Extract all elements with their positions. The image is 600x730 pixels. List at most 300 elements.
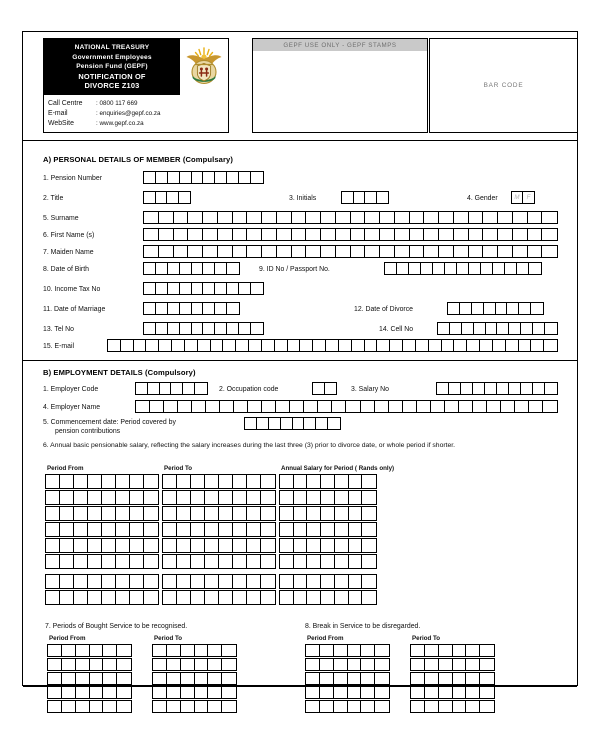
input-cell[interactable]	[144, 172, 156, 183]
input-cell[interactable]	[335, 555, 349, 568]
input-cell[interactable]	[332, 401, 346, 412]
input-date-of-birth[interactable]	[143, 262, 240, 275]
input-cell[interactable]	[74, 475, 88, 488]
table-row[interactable]	[47, 658, 132, 671]
input-cell[interactable]	[466, 659, 480, 670]
item8-period-to-grid[interactable]	[410, 644, 495, 714]
input-cell[interactable]	[361, 645, 375, 656]
input-cell[interactable]	[528, 229, 543, 240]
input-cell[interactable]	[130, 507, 144, 520]
input-cell[interactable]	[336, 212, 351, 223]
input-cell[interactable]	[177, 539, 191, 552]
table-row[interactable]	[152, 644, 237, 657]
input-cell[interactable]	[116, 539, 130, 552]
input-cell[interactable]	[513, 212, 528, 223]
input-cell[interactable]	[411, 673, 425, 684]
input-cell[interactable]	[116, 575, 130, 588]
input-cell[interactable]	[460, 303, 472, 314]
input-cell[interactable]	[108, 340, 121, 351]
input-cell[interactable]	[349, 575, 363, 588]
input-cell[interactable]	[507, 303, 519, 314]
input-cell[interactable]	[307, 491, 321, 504]
input-cell[interactable]	[306, 659, 320, 670]
input-cell[interactable]	[365, 340, 378, 351]
input-cell[interactable]	[466, 673, 480, 684]
table-row[interactable]	[47, 700, 132, 713]
input-cell[interactable]	[304, 401, 318, 412]
input-cell[interactable]	[294, 475, 308, 488]
input-cell[interactable]	[294, 523, 308, 536]
input-cell[interactable]	[174, 246, 189, 257]
input-cell[interactable]	[506, 340, 519, 351]
input-cell[interactable]	[473, 383, 485, 394]
input-cell[interactable]	[385, 263, 397, 274]
input-cell[interactable]	[351, 229, 366, 240]
input-cell[interactable]	[130, 575, 144, 588]
input-cell[interactable]	[453, 701, 467, 712]
input-cell[interactable]	[469, 246, 484, 257]
input-cell[interactable]	[439, 659, 453, 670]
input-cell[interactable]	[365, 246, 380, 257]
input-cell[interactable]	[261, 539, 275, 552]
input-cell[interactable]	[48, 645, 62, 656]
input-cell[interactable]	[473, 401, 487, 412]
input-cell[interactable]	[466, 701, 480, 712]
input-cell[interactable]	[453, 645, 467, 656]
input-cell[interactable]	[247, 539, 261, 552]
input-cell[interactable]	[348, 659, 362, 670]
input-cell[interactable]	[195, 383, 207, 394]
input-cell[interactable]	[103, 673, 117, 684]
input-cell[interactable]	[348, 687, 362, 698]
input-cell[interactable]	[513, 229, 528, 240]
table-row[interactable]	[305, 700, 390, 713]
input-cell[interactable]	[163, 539, 177, 552]
input-cell[interactable]	[336, 246, 351, 257]
input-cell[interactable]	[205, 523, 219, 536]
input-cell[interactable]	[148, 383, 160, 394]
input-cell[interactable]	[117, 673, 131, 684]
input-cell[interactable]	[116, 507, 130, 520]
input-cell[interactable]	[76, 659, 90, 670]
input-cell[interactable]	[320, 673, 334, 684]
input-cell[interactable]	[354, 192, 366, 203]
input-cell[interactable]	[177, 475, 191, 488]
input-cell[interactable]	[362, 507, 376, 520]
input-cell[interactable]	[168, 263, 180, 274]
input-cell[interactable]	[349, 591, 363, 604]
input-cell[interactable]	[375, 673, 389, 684]
input-cell[interactable]	[102, 523, 116, 536]
input-cell[interactable]	[519, 303, 531, 314]
input-cell[interactable]	[191, 575, 205, 588]
input-cell[interactable]	[336, 229, 351, 240]
input-cell[interactable]	[183, 383, 195, 394]
input-cell[interactable]	[76, 687, 90, 698]
input-cell[interactable]	[321, 523, 335, 536]
input-cell[interactable]	[517, 263, 529, 274]
input-cell[interactable]	[234, 401, 248, 412]
input-cell[interactable]	[245, 418, 257, 429]
input-cell[interactable]	[144, 246, 159, 257]
input-employer-name[interactable]	[135, 400, 558, 413]
input-cell[interactable]	[144, 491, 158, 504]
input-cell[interactable]	[181, 659, 195, 670]
input-cell[interactable]	[474, 323, 486, 334]
input-cell[interactable]	[459, 401, 473, 412]
input-cell[interactable]	[251, 323, 263, 334]
input-cell[interactable]	[453, 673, 467, 684]
input-cell[interactable]	[375, 401, 389, 412]
input-cell[interactable]	[177, 491, 191, 504]
input-cell[interactable]	[321, 575, 335, 588]
input-cell[interactable]	[261, 491, 275, 504]
input-cell[interactable]	[269, 418, 281, 429]
input-cell[interactable]	[46, 523, 60, 536]
input-cell[interactable]	[321, 507, 335, 520]
input-cell[interactable]	[167, 673, 181, 684]
input-cell[interactable]	[195, 673, 209, 684]
input-cell[interactable]	[247, 575, 261, 588]
input-employer-code[interactable]	[135, 382, 208, 395]
input-cell[interactable]	[437, 383, 449, 394]
input-cell[interactable]	[48, 673, 62, 684]
table-row[interactable]	[152, 658, 237, 671]
input-cell[interactable]	[103, 687, 117, 698]
input-cell[interactable]	[247, 212, 262, 223]
input-cell[interactable]	[334, 673, 348, 684]
input-cell[interactable]	[294, 507, 308, 520]
input-cell[interactable]	[159, 229, 174, 240]
input-cell[interactable]	[188, 229, 203, 240]
input-cell[interactable]	[375, 659, 389, 670]
input-cell[interactable]	[542, 246, 557, 257]
input-cell[interactable]	[306, 645, 320, 656]
input-cell[interactable]	[247, 555, 261, 568]
input-cell[interactable]	[348, 701, 362, 712]
input-cell[interactable]	[304, 418, 316, 429]
input-cell[interactable]	[521, 383, 533, 394]
input-occupation-code[interactable]	[312, 382, 337, 395]
input-cell[interactable]	[442, 340, 455, 351]
input-cell[interactable]	[150, 401, 164, 412]
item6-period-to-grid[interactable]	[162, 474, 276, 606]
input-cell[interactable]	[180, 303, 192, 314]
table-row[interactable]	[162, 538, 276, 553]
input-tel-no[interactable]	[143, 322, 264, 335]
input-cell[interactable]	[469, 229, 484, 240]
table-row[interactable]	[152, 686, 237, 699]
input-cell[interactable]	[362, 523, 376, 536]
input-cell[interactable]	[361, 701, 375, 712]
input-cell[interactable]	[90, 645, 104, 656]
input-cell[interactable]	[542, 212, 557, 223]
table-row[interactable]	[279, 554, 377, 569]
input-cell[interactable]	[313, 340, 326, 351]
input-cell[interactable]	[191, 555, 205, 568]
input-cell[interactable]	[46, 507, 60, 520]
input-cell[interactable]	[425, 701, 439, 712]
input-cell[interactable]	[425, 659, 439, 670]
input-cell[interactable]	[365, 229, 380, 240]
input-cell[interactable]	[349, 475, 363, 488]
input-cell[interactable]	[203, 246, 218, 257]
input-cell[interactable]	[203, 263, 215, 274]
table-row[interactable]	[45, 538, 159, 553]
input-cell[interactable]	[159, 340, 172, 351]
input-cell[interactable]	[163, 591, 177, 604]
input-cell[interactable]	[60, 523, 74, 536]
input-cell[interactable]	[496, 303, 508, 314]
input-cell[interactable]	[181, 673, 195, 684]
input-cell[interactable]	[431, 401, 445, 412]
input-cell[interactable]	[280, 575, 294, 588]
input-cell[interactable]	[453, 687, 467, 698]
input-cell[interactable]	[257, 418, 269, 429]
input-cell[interactable]	[144, 263, 156, 274]
input-cell[interactable]	[116, 475, 130, 488]
input-cell[interactable]	[411, 687, 425, 698]
input-cell[interactable]	[375, 645, 389, 656]
input-cell[interactable]	[483, 246, 498, 257]
input-cell[interactable]	[362, 475, 376, 488]
input-cell[interactable]	[280, 539, 294, 552]
input-cell[interactable]	[74, 539, 88, 552]
input-cell[interactable]	[306, 246, 321, 257]
input-cell[interactable]	[316, 418, 328, 429]
input-cell[interactable]	[205, 591, 219, 604]
input-cell[interactable]	[102, 507, 116, 520]
input-cell[interactable]	[130, 523, 144, 536]
input-cell[interactable]	[480, 645, 494, 656]
input-cell[interactable]	[195, 687, 209, 698]
input-cell[interactable]	[247, 591, 261, 604]
input-cell[interactable]	[424, 229, 439, 240]
input-cell[interactable]	[280, 475, 294, 488]
input-cell[interactable]	[62, 645, 76, 656]
input-cell[interactable]	[174, 229, 189, 240]
table-row[interactable]	[279, 490, 377, 505]
input-cell[interactable]	[156, 283, 168, 294]
input-cell[interactable]	[321, 555, 335, 568]
table-row[interactable]	[305, 658, 390, 671]
input-cell[interactable]	[219, 591, 233, 604]
table-row[interactable]	[305, 644, 390, 657]
input-cell[interactable]	[233, 539, 247, 552]
input-gender[interactable]	[511, 191, 535, 204]
input-cell[interactable]	[377, 340, 390, 351]
input-cell[interactable]	[248, 401, 262, 412]
input-cell[interactable]	[102, 555, 116, 568]
input-cell[interactable]	[233, 507, 247, 520]
input-cell[interactable]	[349, 523, 363, 536]
input-cell[interactable]	[163, 475, 177, 488]
input-cell[interactable]	[277, 246, 292, 257]
input-cell[interactable]	[487, 401, 501, 412]
input-cell[interactable]	[280, 523, 294, 536]
input-cell[interactable]	[480, 659, 494, 670]
input-cell[interactable]	[167, 701, 181, 712]
input-cell[interactable]	[335, 491, 349, 504]
input-cell[interactable]	[215, 303, 227, 314]
input-cell[interactable]	[454, 340, 467, 351]
input-cell[interactable]	[484, 303, 496, 314]
input-cell[interactable]	[362, 591, 376, 604]
input-cell[interactable]	[335, 575, 349, 588]
input-cell[interactable]	[90, 673, 104, 684]
input-cell[interactable]	[306, 687, 320, 698]
input-cell[interactable]	[375, 687, 389, 698]
input-cell[interactable]	[130, 591, 144, 604]
input-cell[interactable]	[117, 687, 131, 698]
input-cell[interactable]	[321, 229, 336, 240]
input-cell[interactable]	[457, 263, 469, 274]
input-cell[interactable]	[208, 687, 222, 698]
input-cell[interactable]	[233, 555, 247, 568]
input-cell[interactable]	[342, 192, 354, 203]
input-cell[interactable]	[180, 323, 192, 334]
item7-period-to-grid[interactable]	[152, 644, 237, 714]
input-cell[interactable]	[153, 645, 167, 656]
input-cell[interactable]	[62, 687, 76, 698]
input-cell[interactable]	[192, 263, 204, 274]
input-cell[interactable]	[335, 507, 349, 520]
input-cell[interactable]	[453, 659, 467, 670]
input-cell[interactable]	[320, 687, 334, 698]
input-cell[interactable]	[156, 323, 168, 334]
input-cell[interactable]	[335, 475, 349, 488]
input-cell[interactable]	[531, 340, 544, 351]
input-cell[interactable]	[349, 555, 363, 568]
input-cell[interactable]	[159, 246, 174, 257]
input-cell[interactable]	[192, 323, 204, 334]
input-cell[interactable]	[144, 523, 158, 536]
input-cell[interactable]	[247, 523, 261, 536]
input-cell[interactable]	[410, 212, 425, 223]
input-cell[interactable]	[46, 591, 60, 604]
input-cell[interactable]	[90, 701, 104, 712]
input-cell[interactable]	[438, 323, 450, 334]
input-cell[interactable]	[501, 401, 515, 412]
item7-period-from-grid[interactable]	[47, 644, 132, 714]
input-cell[interactable]	[545, 383, 557, 394]
input-cell[interactable]	[365, 192, 377, 203]
input-cell[interactable]	[46, 539, 60, 552]
input-cell[interactable]	[247, 229, 262, 240]
input-cell[interactable]	[320, 701, 334, 712]
input-cell[interactable]	[60, 591, 74, 604]
input-cell[interactable]	[167, 659, 181, 670]
input-cell[interactable]	[439, 212, 454, 223]
input-cell[interactable]	[218, 212, 233, 223]
input-cell[interactable]	[223, 340, 236, 351]
input-cell[interactable]	[121, 340, 134, 351]
input-cell[interactable]	[236, 340, 249, 351]
input-cell[interactable]	[362, 575, 376, 588]
input-cell[interactable]	[179, 192, 191, 203]
input-cell[interactable]	[380, 246, 395, 257]
input-cell[interactable]	[102, 491, 116, 504]
input-cell[interactable]	[380, 212, 395, 223]
input-cell[interactable]	[403, 401, 417, 412]
input-cell[interactable]	[177, 591, 191, 604]
gender-option-female[interactable]: F	[526, 194, 531, 201]
input-cell[interactable]	[144, 323, 156, 334]
input-cell[interactable]	[191, 523, 205, 536]
table-row[interactable]	[305, 686, 390, 699]
input-cell[interactable]	[144, 507, 158, 520]
table-row[interactable]	[45, 554, 159, 569]
input-cell[interactable]	[222, 673, 236, 684]
input-cell[interactable]	[480, 701, 494, 712]
input-cell[interactable]	[290, 401, 304, 412]
input-cell[interactable]	[233, 575, 247, 588]
input-cell[interactable]	[439, 701, 453, 712]
input-cell[interactable]	[76, 645, 90, 656]
input-cell[interactable]	[220, 401, 234, 412]
table-row[interactable]	[279, 522, 377, 537]
input-cell[interactable]	[203, 229, 218, 240]
table-row[interactable]	[279, 474, 377, 489]
input-cell[interactable]	[181, 701, 195, 712]
input-cell[interactable]	[205, 555, 219, 568]
input-cell[interactable]	[208, 645, 222, 656]
input-cell[interactable]	[410, 246, 425, 257]
input-cell[interactable]	[361, 401, 375, 412]
input-cell[interactable]	[528, 246, 543, 257]
input-cell[interactable]	[62, 701, 76, 712]
input-cell[interactable]	[192, 303, 204, 314]
table-row[interactable]	[279, 506, 377, 521]
table-row[interactable]	[410, 700, 495, 713]
input-cell[interactable]	[334, 687, 348, 698]
input-cell[interactable]	[130, 475, 144, 488]
input-cell[interactable]	[206, 401, 220, 412]
input-cell[interactable]	[74, 491, 88, 504]
input-cell[interactable]	[195, 645, 209, 656]
input-cell[interactable]	[262, 340, 275, 351]
input-cell[interactable]	[74, 575, 88, 588]
input-cell[interactable]	[181, 687, 195, 698]
input-cell[interactable]	[480, 673, 494, 684]
input-cell[interactable]	[276, 401, 290, 412]
input-cell[interactable]	[349, 507, 363, 520]
input-cell[interactable]	[90, 659, 104, 670]
input-cell[interactable]	[62, 659, 76, 670]
table-row[interactable]	[410, 686, 495, 699]
input-cell[interactable]	[203, 323, 215, 334]
input-cell[interactable]	[307, 507, 321, 520]
input-cell[interactable]	[208, 673, 222, 684]
input-cell[interactable]	[307, 539, 321, 552]
input-cell[interactable]	[233, 491, 247, 504]
input-cell[interactable]	[251, 283, 263, 294]
input-cell[interactable]	[177, 523, 191, 536]
input-cell[interactable]	[180, 283, 192, 294]
input-cell[interactable]	[103, 659, 117, 670]
input-cell[interactable]	[293, 418, 305, 429]
input-cell[interactable]	[48, 687, 62, 698]
input-cell[interactable]	[348, 645, 362, 656]
input-cell[interactable]	[233, 591, 247, 604]
input-cell[interactable]	[417, 401, 431, 412]
input-cell[interactable]	[321, 475, 335, 488]
input-cell[interactable]	[466, 687, 480, 698]
input-cell[interactable]	[411, 659, 425, 670]
input-initials[interactable]	[341, 191, 389, 204]
input-cell[interactable]	[74, 591, 88, 604]
input-cell[interactable]	[168, 303, 180, 314]
